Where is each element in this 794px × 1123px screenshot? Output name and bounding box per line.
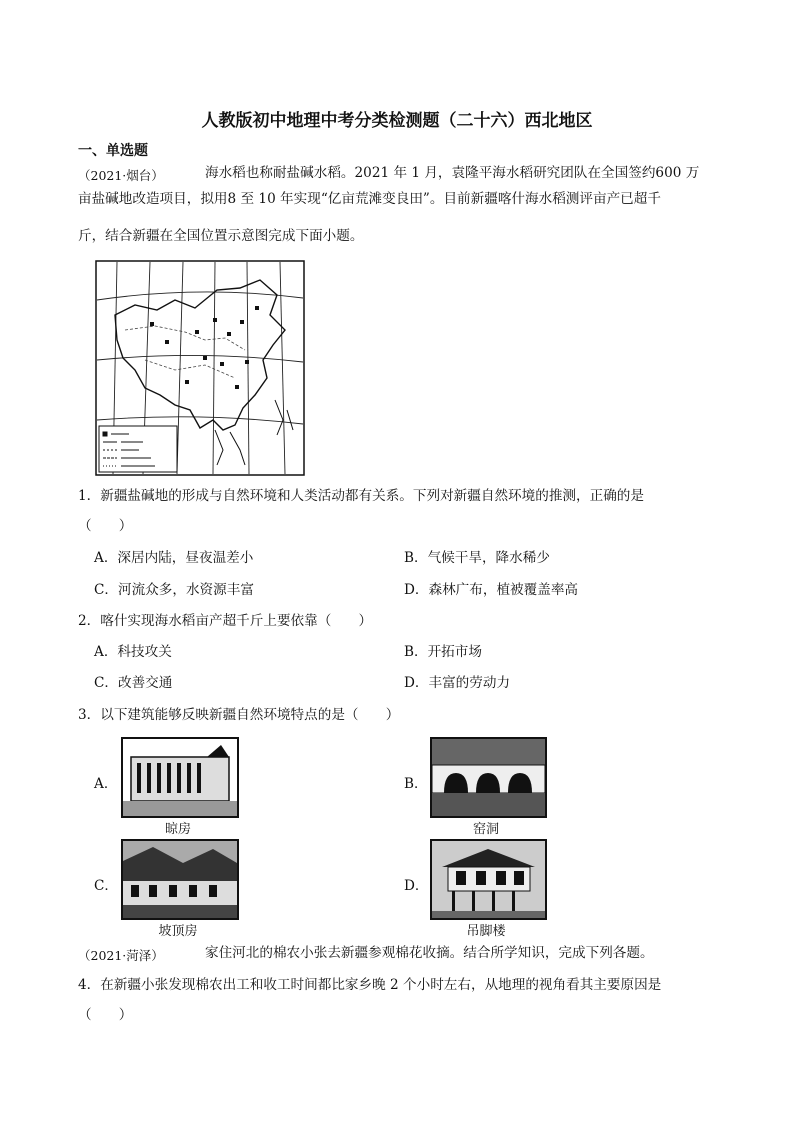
q1-option-b: B．气候干旱，降水稀少 xyxy=(404,550,550,566)
q3-option-b: B． xyxy=(404,776,428,792)
page-title: 人教版初中地理中考分类检测题（二十六）西北地区 xyxy=(201,111,593,131)
q1-option-d: D．森林广布，植被覆盖率高 xyxy=(404,582,579,598)
section-heading: 一、单选题 xyxy=(78,143,148,159)
q1-option-a: A．深居内陆，昼夜温差小 xyxy=(94,550,254,566)
sloped-roof-house-photo xyxy=(121,839,239,920)
passage1-source: （2021·烟台） xyxy=(78,168,164,183)
q2-stem: 2．喀什实现海水稻亩产超千斤上要依靠（ ） xyxy=(78,613,373,629)
q3-option-c: C． xyxy=(94,878,118,894)
passage1-line3: 斤，结合新疆在全国位置示意图完成下面小题。 xyxy=(78,228,364,244)
passage2-source: （2021·菏泽） xyxy=(78,948,164,963)
caption-drying-house: 晾房 xyxy=(164,822,191,837)
q3-option-a: A． xyxy=(94,776,118,792)
caption-sloped-roof-house: 坡顶房 xyxy=(158,924,198,939)
china-location-map xyxy=(95,260,305,476)
caption-cave-dwelling: 窑洞 xyxy=(472,822,499,837)
q3-stem: 3．以下建筑能够反映新疆自然环境特点的是（ ） xyxy=(78,707,400,723)
passage2-text: 家住河北的棉农小张去新疆参观棉花收摘。结合所学知识，完成下列各题。 xyxy=(205,945,654,961)
cave-dwelling-photo xyxy=(430,737,547,818)
passage1-line2: 亩盐碱地改造项目，拟用8 至 10 年实现“亿亩荒滩变良田”。目前新疆喀什海水稻测评亩产已超千 xyxy=(78,191,661,207)
stilt-house-photo xyxy=(430,839,547,920)
q1-stem: 1．新疆盐碱地的形成与自然环境和人类活动都有关系。下列对新疆自然环境的推测，正确的是 xyxy=(78,488,644,504)
q2-option-c: C．改善交通 xyxy=(94,675,173,691)
q2-option-d: D．丰富的劳动力 xyxy=(404,675,511,691)
q1-option-c: C．河流众多，水资源丰富 xyxy=(94,582,254,598)
q1-bracket: （ ） xyxy=(78,518,133,534)
q4-bracket: （ ） xyxy=(78,1007,133,1023)
q2-option-a: A．科技攻关 xyxy=(94,644,172,660)
drying-house-photo xyxy=(121,737,239,818)
q4-stem: 4．在新疆小张发现棉农出工和收工时间都比家乡晚 2 个小时左右，从地理的视角看其主要原因是 xyxy=(78,977,662,993)
q3-option-d: D． xyxy=(404,878,429,894)
caption-stilt-house: 吊脚楼 xyxy=(466,924,506,939)
q2-option-b: B．开拓市场 xyxy=(404,644,482,660)
passage1-line1: 海水稻也称耐盐碱水稻。2021 年 1 月，袁隆平海水稻研究团队在全国签约600 万 xyxy=(205,165,700,181)
